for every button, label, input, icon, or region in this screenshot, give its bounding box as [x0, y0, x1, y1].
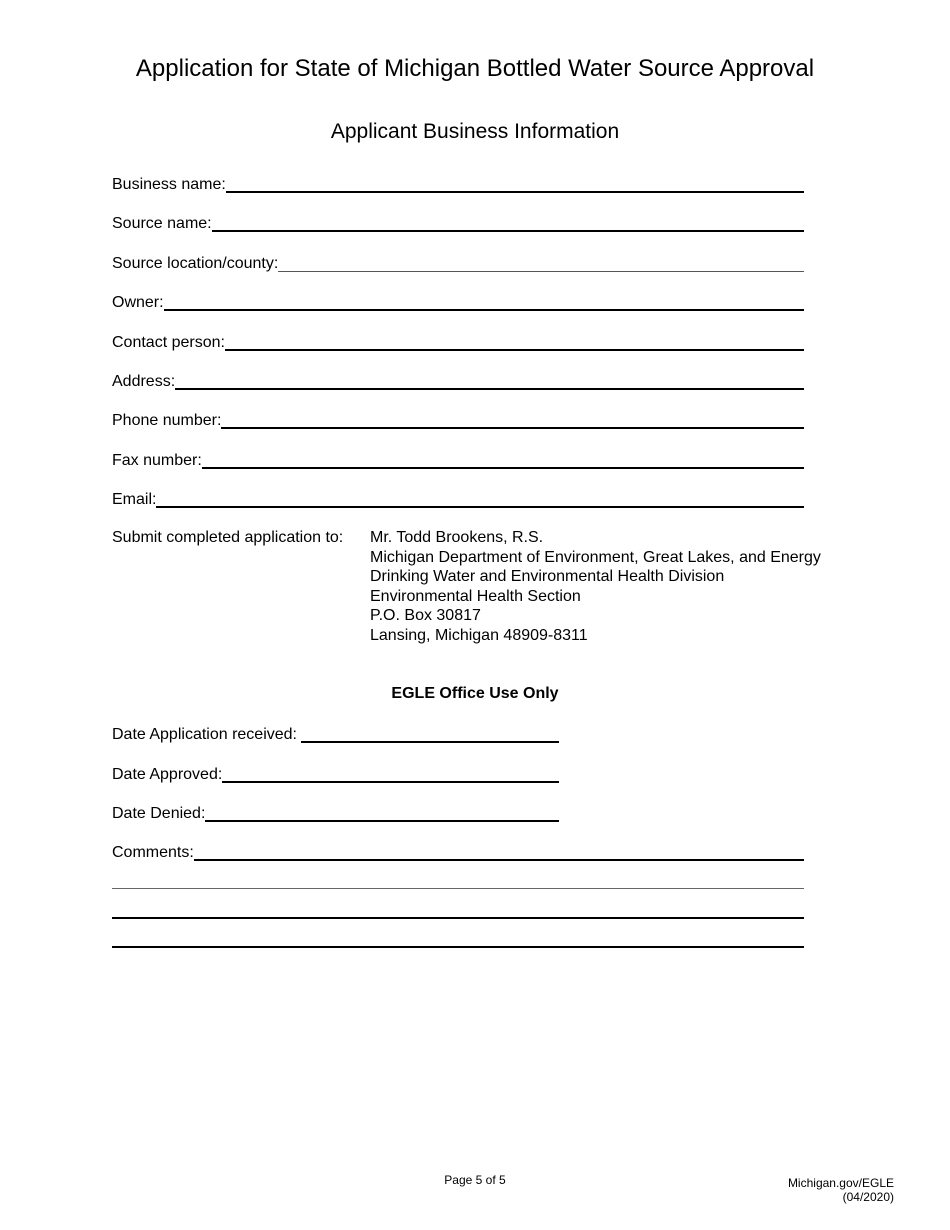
- fax-number-input-line[interactable]: [202, 467, 804, 469]
- address-line: Environmental Health Section: [370, 587, 581, 605]
- address-line: Mr. Todd Brookens, R.S.: [370, 529, 544, 546]
- owner-input-line[interactable]: [164, 309, 804, 311]
- owner-label: Owner:: [112, 294, 164, 311]
- comments-label: Comments:: [112, 844, 194, 861]
- footer-revision: (04/2020): [842, 1190, 894, 1204]
- source-location-field[interactable]: [112, 251, 804, 273]
- address-line: Michigan Department of Environment, Great Lakes, and Energy: [370, 548, 821, 566]
- footer-website: Michigan.gov/EGLE: [787, 1176, 894, 1190]
- phone-number-label: Phone number:: [112, 412, 222, 429]
- address-field[interactable]: [112, 369, 804, 391]
- email-field[interactable]: [112, 487, 804, 509]
- date-approved-input-line[interactable]: [222, 781, 559, 783]
- email-label: Email:: [112, 491, 157, 508]
- page-number: Page 5 of 5: [444, 1173, 506, 1187]
- footer-info: [788, 1176, 894, 1204]
- business-name-label: Business name:: [112, 176, 226, 193]
- address-line: Lansing, Michigan 48909-8311: [370, 626, 588, 644]
- source-name-input-line[interactable]: [212, 230, 804, 232]
- fax-number-field[interactable]: [112, 448, 804, 470]
- comments-input-line[interactable]: [194, 859, 804, 861]
- submit-address-block: [112, 528, 821, 645]
- address-line: Drinking Water and Environmental Health Division: [370, 568, 725, 585]
- office-use-heading: EGLE Office Use Only: [391, 685, 559, 702]
- phone-number-field[interactable]: [112, 408, 804, 430]
- contact-person-field[interactable]: [112, 330, 804, 352]
- date-denied-input-line[interactable]: [205, 820, 559, 822]
- contact-person-input-line[interactable]: [225, 349, 804, 351]
- date-received-field[interactable]: [112, 722, 559, 744]
- date-received-label: Date Application received:: [112, 726, 302, 743]
- date-received-input-line[interactable]: [301, 741, 559, 743]
- address-label: Address:: [112, 373, 176, 390]
- comments-line[interactable]: [112, 946, 804, 948]
- date-denied-field[interactable]: [112, 801, 559, 823]
- source-name-field[interactable]: [112, 211, 804, 233]
- comments-field[interactable]: [112, 840, 804, 862]
- comments-line[interactable]: [112, 888, 804, 889]
- date-approved-field[interactable]: [112, 762, 559, 784]
- mailing-address: [370, 528, 821, 645]
- phone-number-input-line[interactable]: [221, 427, 804, 429]
- business-name-field[interactable]: [112, 172, 804, 194]
- source-name-label: Source name:: [112, 215, 212, 232]
- fax-number-label: Fax number:: [112, 452, 202, 469]
- source-location-input-line[interactable]: [278, 271, 804, 272]
- date-approved-label: Date Approved:: [112, 766, 223, 783]
- business-name-input-line[interactable]: [226, 191, 804, 193]
- contact-person-label: Contact person:: [112, 334, 225, 351]
- source-location-label: Source location/county:: [112, 255, 279, 272]
- email-input-line[interactable]: [156, 506, 804, 508]
- address-line: P.O. Box 30817: [370, 607, 481, 624]
- document-title: Application for State of Michigan Bottled Water Source Approval: [135, 55, 815, 82]
- section-title: Applicant Business Information: [330, 120, 620, 143]
- submit-label: Submit completed application to:: [112, 529, 344, 546]
- owner-field[interactable]: [112, 290, 804, 312]
- address-input-line[interactable]: [175, 388, 804, 390]
- comments-line[interactable]: [112, 917, 804, 919]
- date-denied-label: Date Denied:: [112, 805, 206, 822]
